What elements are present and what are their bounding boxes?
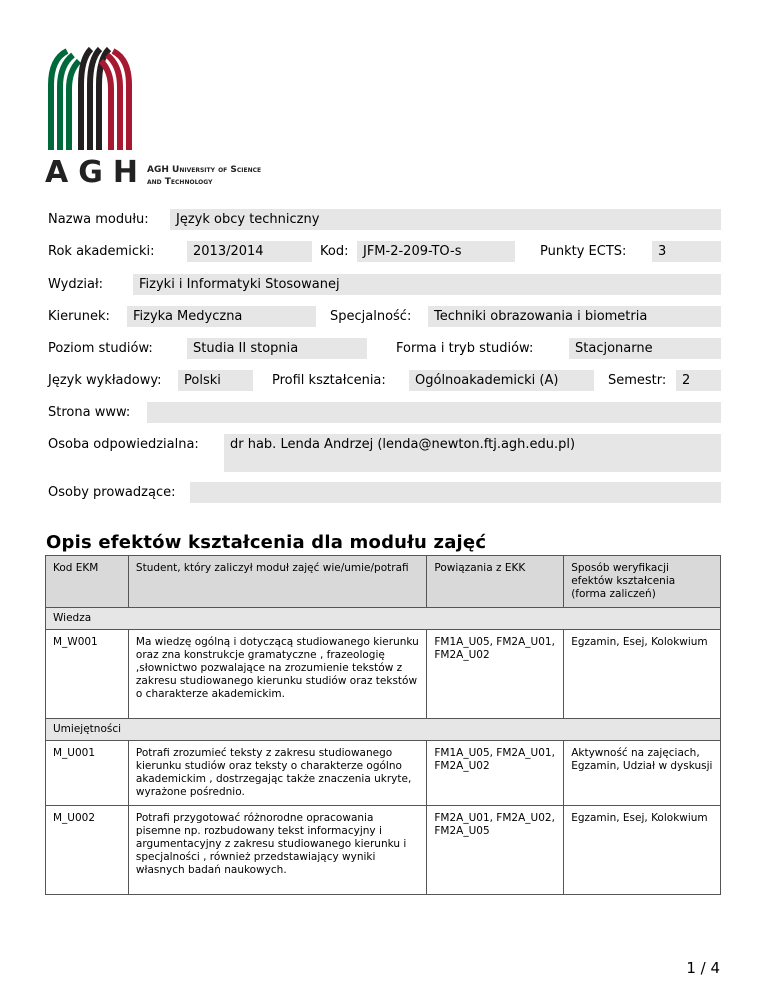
rok-value: 2013/2014 bbox=[187, 241, 312, 262]
wydzial-value: Fizyki i Informatyki Stosowanej bbox=[133, 274, 721, 295]
table-row bbox=[46, 806, 721, 895]
www-value[interactable] bbox=[147, 402, 721, 423]
ects-label: Punkty ECTS: bbox=[540, 244, 627, 259]
table-row bbox=[46, 630, 721, 719]
page-number: 1 / 4 bbox=[686, 959, 720, 977]
header-sposob: Sposób weryfikacji efektów kształcenia (forma zaliczeń) bbox=[564, 556, 721, 608]
ekm-table bbox=[45, 555, 721, 895]
kod-value: JFM-2-209-TO-s bbox=[357, 241, 515, 262]
agh-logo-line2: and Technology bbox=[147, 177, 213, 187]
cell-sposob: Egzamin, Esej, Kolokwium bbox=[564, 806, 721, 895]
table-row bbox=[46, 741, 721, 806]
cell-opis: Ma wiedzę ogólną i dotyczącą studiowanego kierunku oraz zna konstrukcje gramatyczne , frazeologię ,słownictwo pozwalające na zrozumienie tekstów z zakresu studiowanego kierunku studiów oraz tekstów o charakterze akademickim. bbox=[128, 630, 426, 719]
table-header-row bbox=[46, 556, 721, 608]
cell-powiazania: FM2A_U01, FM2A_U02, FM2A_U05 bbox=[427, 806, 564, 895]
nazwa-value: Język obcy techniczny bbox=[170, 209, 721, 230]
agh-logo-mark bbox=[45, 45, 135, 150]
cell-sposob: Aktywność na zajęciach, Egzamin, Udział w dyskusji bbox=[564, 741, 721, 806]
header-powiazania: Powiązania z EKK bbox=[427, 556, 564, 608]
header-student: Student, który zaliczył moduł zajęć wie/umie/potrafi bbox=[128, 556, 426, 608]
kierunek-value: Fizyka Medyczna bbox=[127, 306, 316, 327]
cell-kod: M_U001 bbox=[46, 741, 129, 806]
header-kod: Kod EKM bbox=[46, 556, 129, 608]
cell-opis: Potrafi przygotować różnorodne opracowania pisemne np. rozbudowany tekst informacyjny i argumentacyjny z zakresu studiowanego kierunku i specjalności , również przedstawiający wyniki własnych badań naukowych. bbox=[128, 806, 426, 895]
agh-logo bbox=[45, 45, 295, 195]
poziom-value: Studia II stopnia bbox=[187, 338, 367, 359]
group-title: Wiedza bbox=[46, 608, 721, 630]
ects-value: 3 bbox=[652, 241, 721, 262]
semestr-value: 2 bbox=[676, 370, 721, 391]
section-title: Opis efektów kształcenia dla modułu zajęć bbox=[46, 532, 487, 553]
profil-value: Ogólnoakademicki (A) bbox=[409, 370, 594, 391]
kierunek-label: Kierunek: bbox=[48, 309, 110, 324]
agh-logo-letters: AGH bbox=[45, 155, 148, 190]
poziom-label: Poziom studiów: bbox=[48, 341, 153, 356]
jezyk-label: Język wykładowy: bbox=[48, 373, 162, 388]
cell-powiazania: FM1A_U05, FM2A_U01, FM2A_U02 bbox=[427, 630, 564, 719]
semestr-label: Semestr: bbox=[608, 373, 667, 388]
profil-label: Profil kształcenia: bbox=[272, 373, 386, 388]
www-label: Strona www: bbox=[48, 405, 131, 420]
specjalnosc-label: Specjalność: bbox=[330, 309, 412, 324]
kod-label: Kod: bbox=[320, 244, 349, 259]
cell-sposob: Egzamin, Esej, Kolokwium bbox=[564, 630, 721, 719]
forma-label: Forma i tryb studiów: bbox=[396, 341, 534, 356]
group-title: Umiejętności bbox=[46, 719, 721, 741]
rok-label: Rok akademicki: bbox=[48, 244, 155, 259]
cell-powiazania: FM1A_U05, FM2A_U01, FM2A_U02 bbox=[427, 741, 564, 806]
osoba-value: dr hab. Lenda Andrzej (lenda@newton.ftj.agh.edu.pl) bbox=[224, 434, 721, 472]
prowadzacy-label: Osoby prowadzące: bbox=[48, 485, 176, 500]
cell-kod: M_W001 bbox=[46, 630, 129, 719]
cell-kod: M_U002 bbox=[46, 806, 129, 895]
nazwa-label: Nazwa modułu: bbox=[48, 212, 149, 227]
wydzial-label: Wydział: bbox=[48, 277, 104, 292]
forma-value: Stacjonarne bbox=[569, 338, 721, 359]
group-row-wiedza bbox=[46, 608, 721, 630]
group-row-umiejetnosci bbox=[46, 719, 721, 741]
prowadzacy-value bbox=[190, 482, 721, 503]
agh-logo-line1: AGH University of Science bbox=[147, 165, 262, 175]
jezyk-value: Polski bbox=[178, 370, 253, 391]
osoba-label: Osoba odpowiedzialna: bbox=[48, 437, 199, 452]
cell-opis: Potrafi zrozumieć teksty z zakresu studiowanego kierunku studiów oraz teksty o charakterze ogólno akademickim , dostrzegając także znaczenia ukryte, wyrażone pośrednio. bbox=[128, 741, 426, 806]
specjalnosc-value: Techniki obrazowania i biometria bbox=[428, 306, 721, 327]
